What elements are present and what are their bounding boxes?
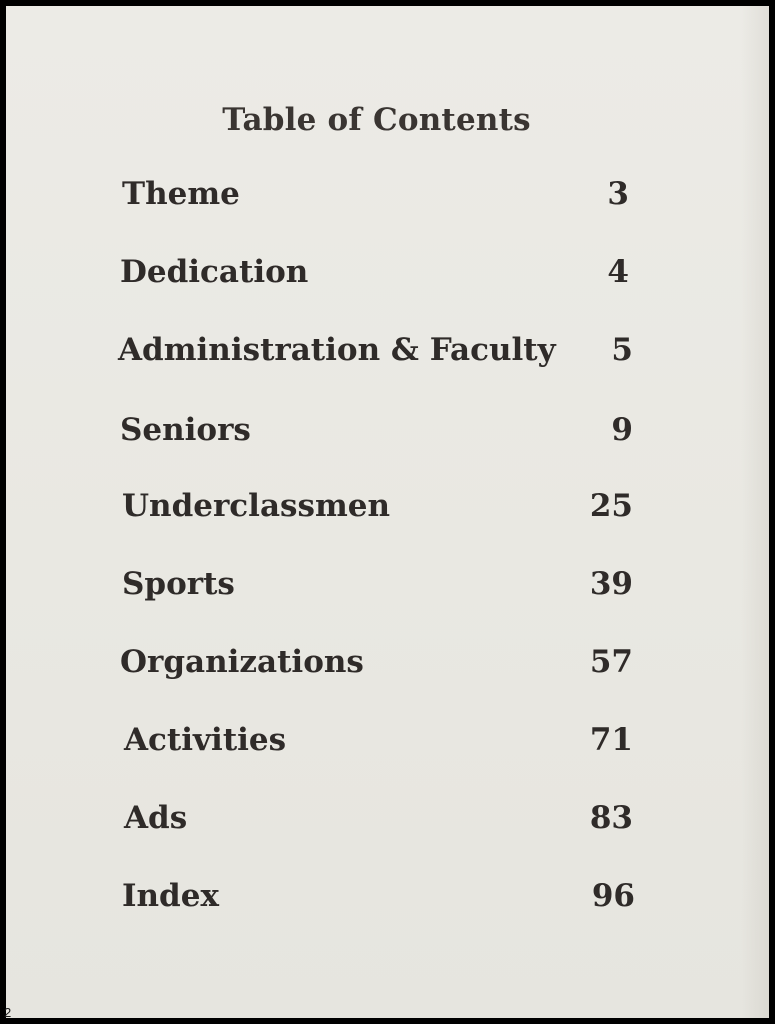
toc-entry-page-number: 3 [607,176,629,212]
toc-entry-seniors [6,408,769,452]
page-title-text: Table of Contents [222,102,531,138]
toc-entry-label: Administration & Faculty [118,332,556,368]
toc-entry-label: Dedication [120,254,309,290]
document-page [6,6,769,1018]
toc-entry-label: Organizations [120,644,364,680]
toc-entry-administration-faculty [6,328,769,372]
toc-entry-label: Ads [124,800,188,836]
toc-entry-label: Sports [122,566,235,602]
toc-entry-activities [6,718,769,762]
toc-entry-page-number: 25 [589,488,633,524]
toc-entry-label: Seniors [120,412,251,448]
toc-entry-theme [6,172,769,216]
toc-entry-page-number: 39 [589,566,633,602]
toc-entry-page-number: 83 [589,800,633,836]
page-number: 2 [4,1005,12,1020]
toc-entry-page-number: 9 [611,412,633,448]
toc-entry-sports [6,562,769,606]
toc-entry-label: Activities [124,722,287,758]
toc-entry-organizations [6,640,769,684]
toc-entry-label: Theme [122,176,240,212]
toc-entry-page-number: 71 [589,722,633,758]
toc-entry-label: Index [122,878,219,914]
toc-entry-page-number: 4 [607,254,629,290]
toc-entry-page-number: 96 [591,878,635,914]
toc-entry-label: Underclassmen [122,488,391,524]
toc-entry-page-number: 57 [589,644,633,680]
toc-entry-index [6,874,769,918]
page-title [6,102,769,138]
toc-entry-dedication [6,250,769,294]
toc-entry-ads [6,796,769,840]
toc-entry-underclassmen [6,484,769,528]
toc-entry-page-number: 5 [611,332,633,368]
